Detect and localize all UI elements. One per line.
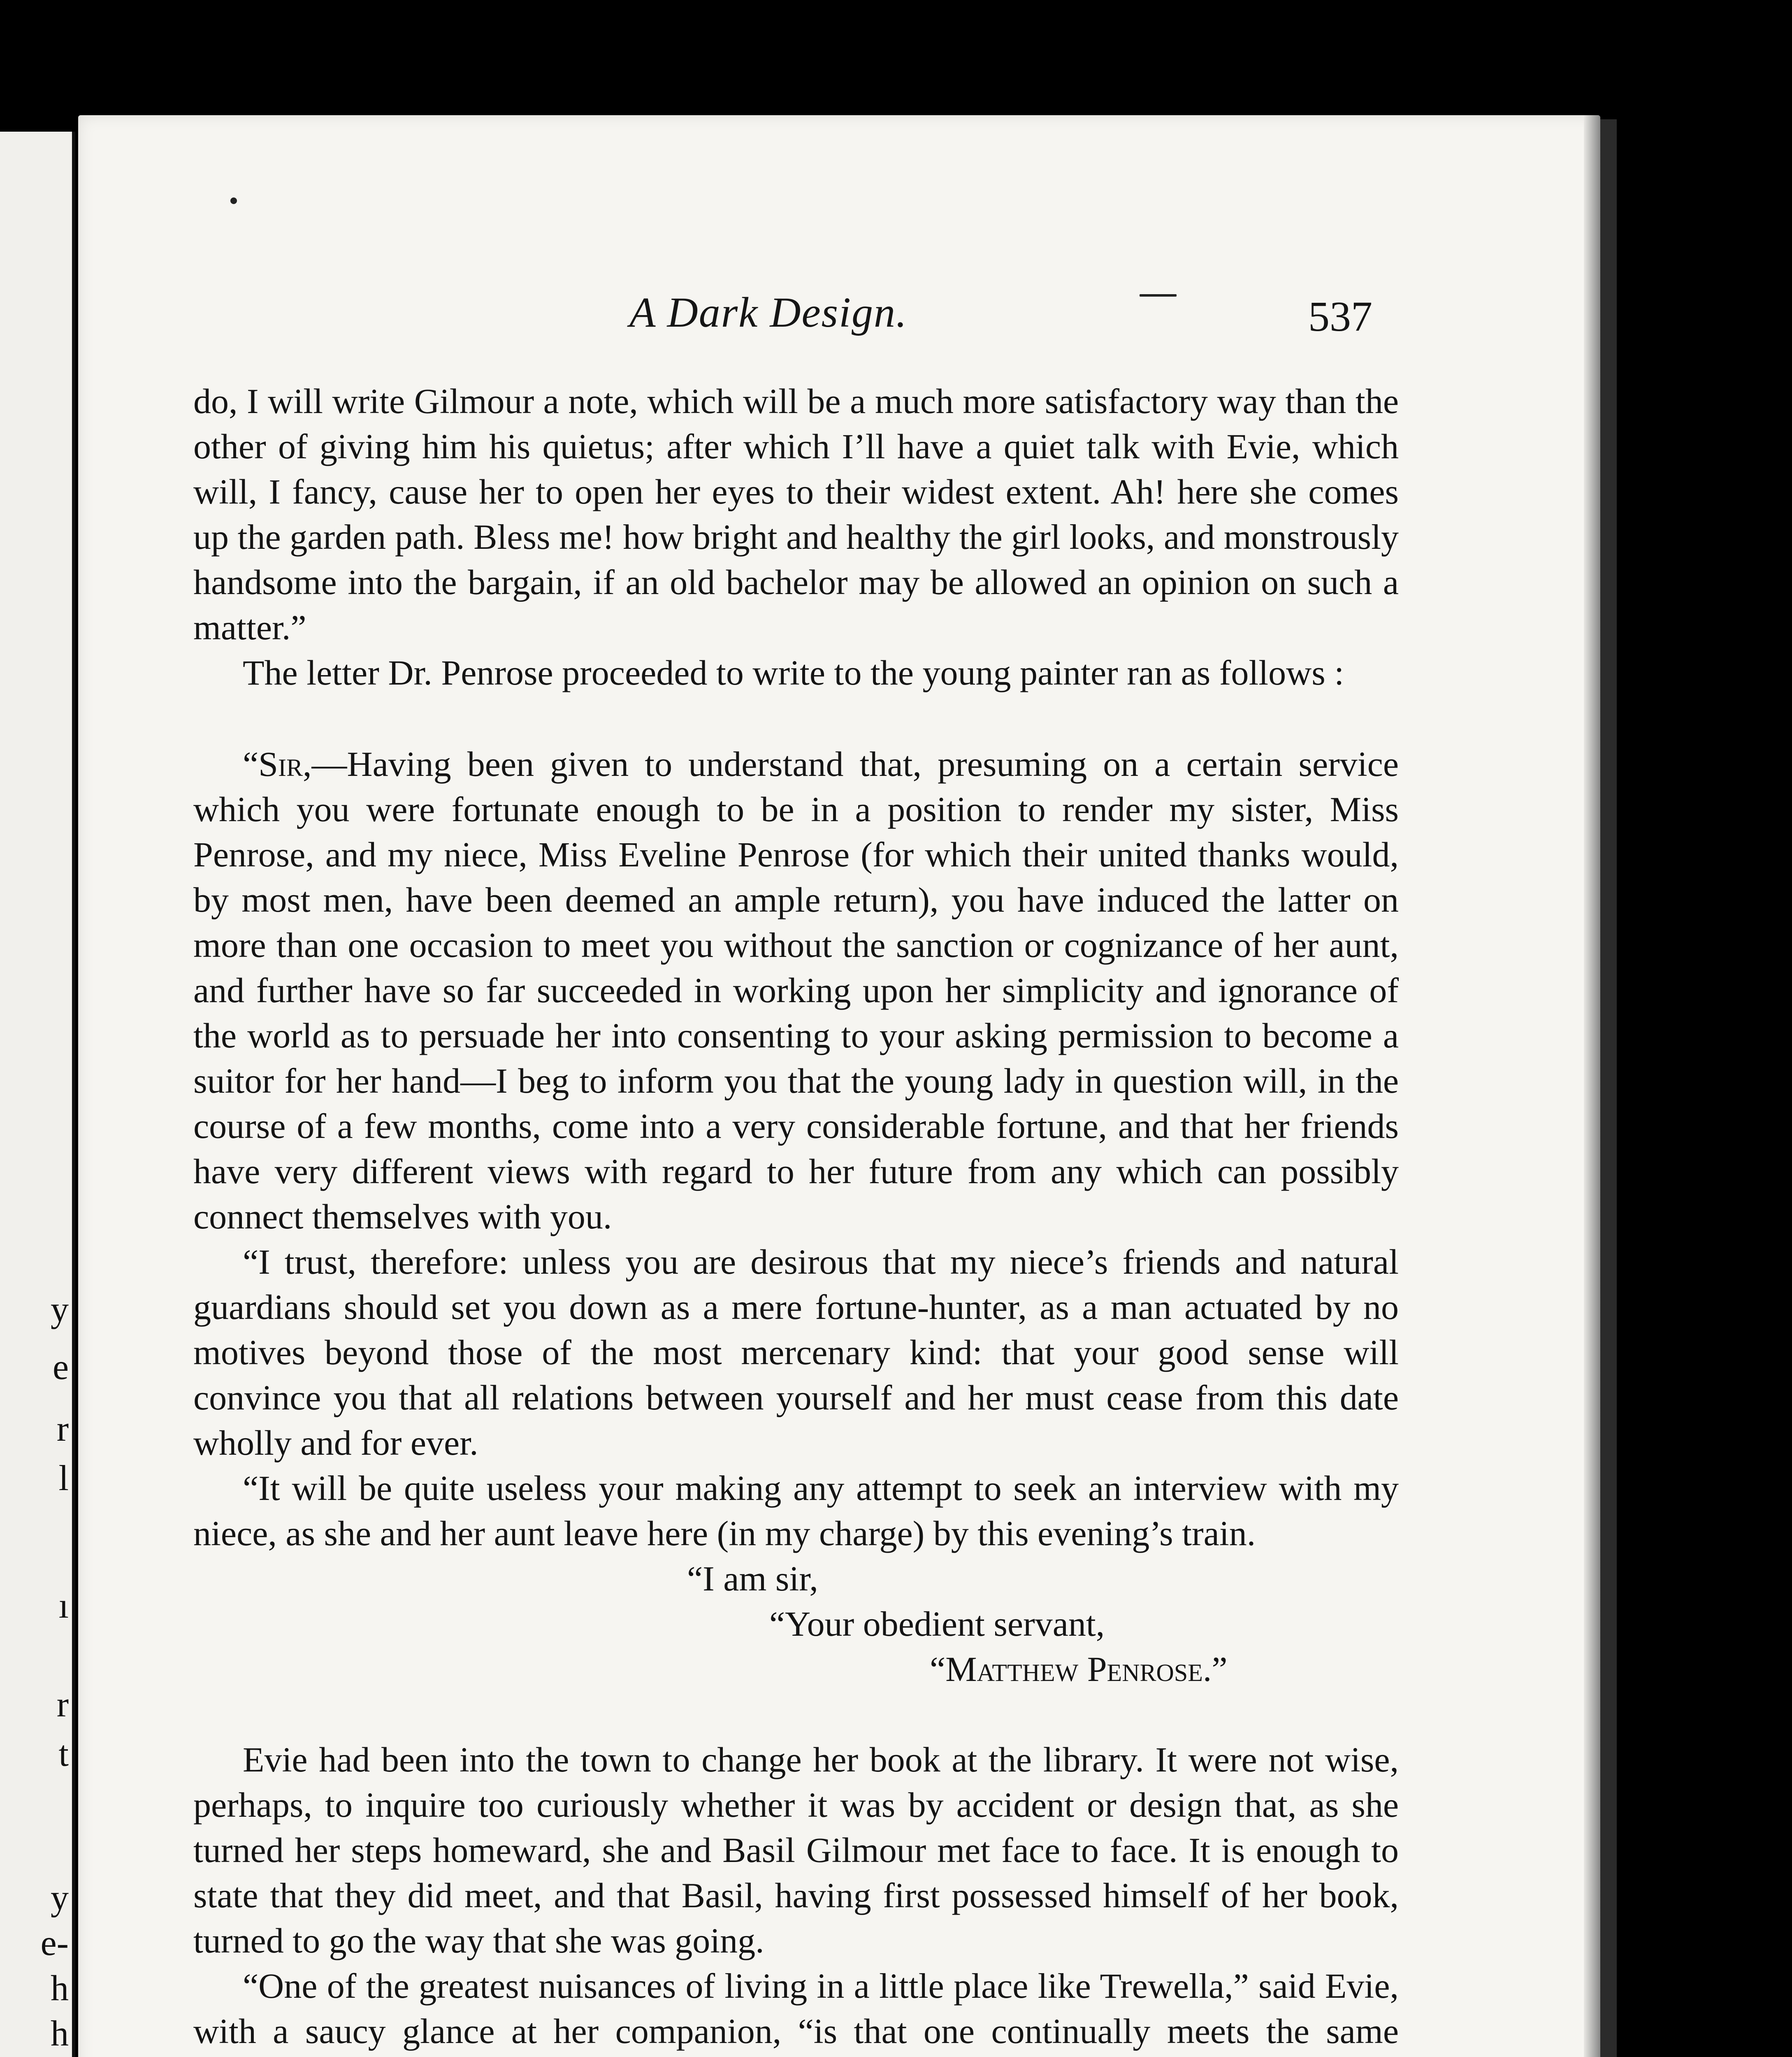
facing-page-fragment: e- (40, 1923, 69, 1963)
close-quote: .” (1202, 1649, 1228, 1689)
facing-page-fragment: h (51, 1969, 69, 2008)
paragraph: Evie had been into the town to change her book at the library. It were not wise, perhaps, to inquire too curiously whether it was by accident or design that, as she turned her steps homeward, she and Basil Gilmour met face to face. It is enough to state that they did meet, and that Basil, having first possessed himself of her book, turned to go the way that she was going. (193, 1740, 1399, 1960)
page-number: 537 (1308, 293, 1372, 340)
print-speck (1140, 294, 1177, 297)
page-gutter-shade (1584, 115, 1600, 2057)
letter-closing: “I am sir, (687, 1559, 818, 1598)
facing-page-fragment: y (51, 1290, 69, 1330)
facing-page-fragment: l (58, 1458, 69, 1498)
letter-closing: “Your obedient servant, (769, 1604, 1105, 1644)
letter-body: ,—Having been given to understand that, presuming on a certain service which you were fortunate enough to be in a position to render my sister, Miss Penrose, and my niece, Miss Eveline Penrose (for which their united thanks would, by most men, have been deemed an ample return), you have induced the latter on more than one occasion to meet you without the sanction or cognizance of her aunt, and further have so far succeeded in working upon her simplicity and ignorance of the world as to persuade her into consenting to your asking permission to become a suitor for her hand—I beg to inform you that the young lady in question will, in the course of a few months, come into a very considerable fortune, and that her friends have very different views with regard to her future from any which can possibly connect themselves with you. (193, 744, 1399, 1236)
facing-page-fragment: r (56, 1409, 69, 1449)
running-title: A Dark Design. (629, 289, 908, 336)
print-speck (230, 197, 237, 204)
facing-page-fragment: e (52, 1347, 69, 1387)
page-body (193, 378, 1399, 2057)
paragraph: “One of the greatest nuisances of living in a little place like Trewella,” said Evie, with a saucy glance at her companion, “is that one continually meets the same (193, 1966, 1399, 2051)
letter-signature (193, 1646, 1399, 1692)
signature-name: Matthew Penrose (945, 1649, 1203, 1689)
paragraph: do, I will write Gilmour a note, which will be a much more satisfactory way than the other of giving him his quietus; after which I’ll have a quiet talk with Evie, which will, I fancy, cause her to open her eyes to their widest extent. Ah! here she comes up the garden path. Bless me! how bright and healthy the girl looks, and monstrously handsome into the bargain, if an old bachelor may be allowed an opinion on such a matter.” (193, 381, 1399, 647)
facing-page-fragment: t (58, 1734, 69, 1774)
facing-page-fragment: r (56, 1685, 69, 1725)
facing-page-fragment: ı (58, 1586, 69, 1626)
facing-page-fragment: y (51, 1878, 69, 1918)
letter-paragraph (193, 741, 1399, 1239)
open-quote: “ (243, 744, 259, 784)
facing-page-fragment: h (51, 2014, 69, 2054)
letter-paragraph: “I trust, therefore: unless you are desirous that my niece’s friends and natural guardians should set you down as a mere fortune-hunter, as a man actuated by no motives beyond those of the most mercenary kind: that your good sense will convince you that all relations between yourself and her must cease from this date wholly and for ever. (193, 1242, 1399, 1463)
letter-paragraph: “It will be quite useless your making any attempt to seek an interview with my niece, as she and her aunt leave here (in my charge) by this evening’s train. (193, 1468, 1399, 1553)
page-edge-shadow (1600, 119, 1617, 2057)
letter-salutation: Sir (258, 744, 303, 784)
facing-page-edge (0, 132, 75, 2057)
open-quote: “ (930, 1649, 946, 1689)
paragraph: The letter Dr. Penrose proceeded to write to the young painter ran as follows : (243, 653, 1344, 692)
